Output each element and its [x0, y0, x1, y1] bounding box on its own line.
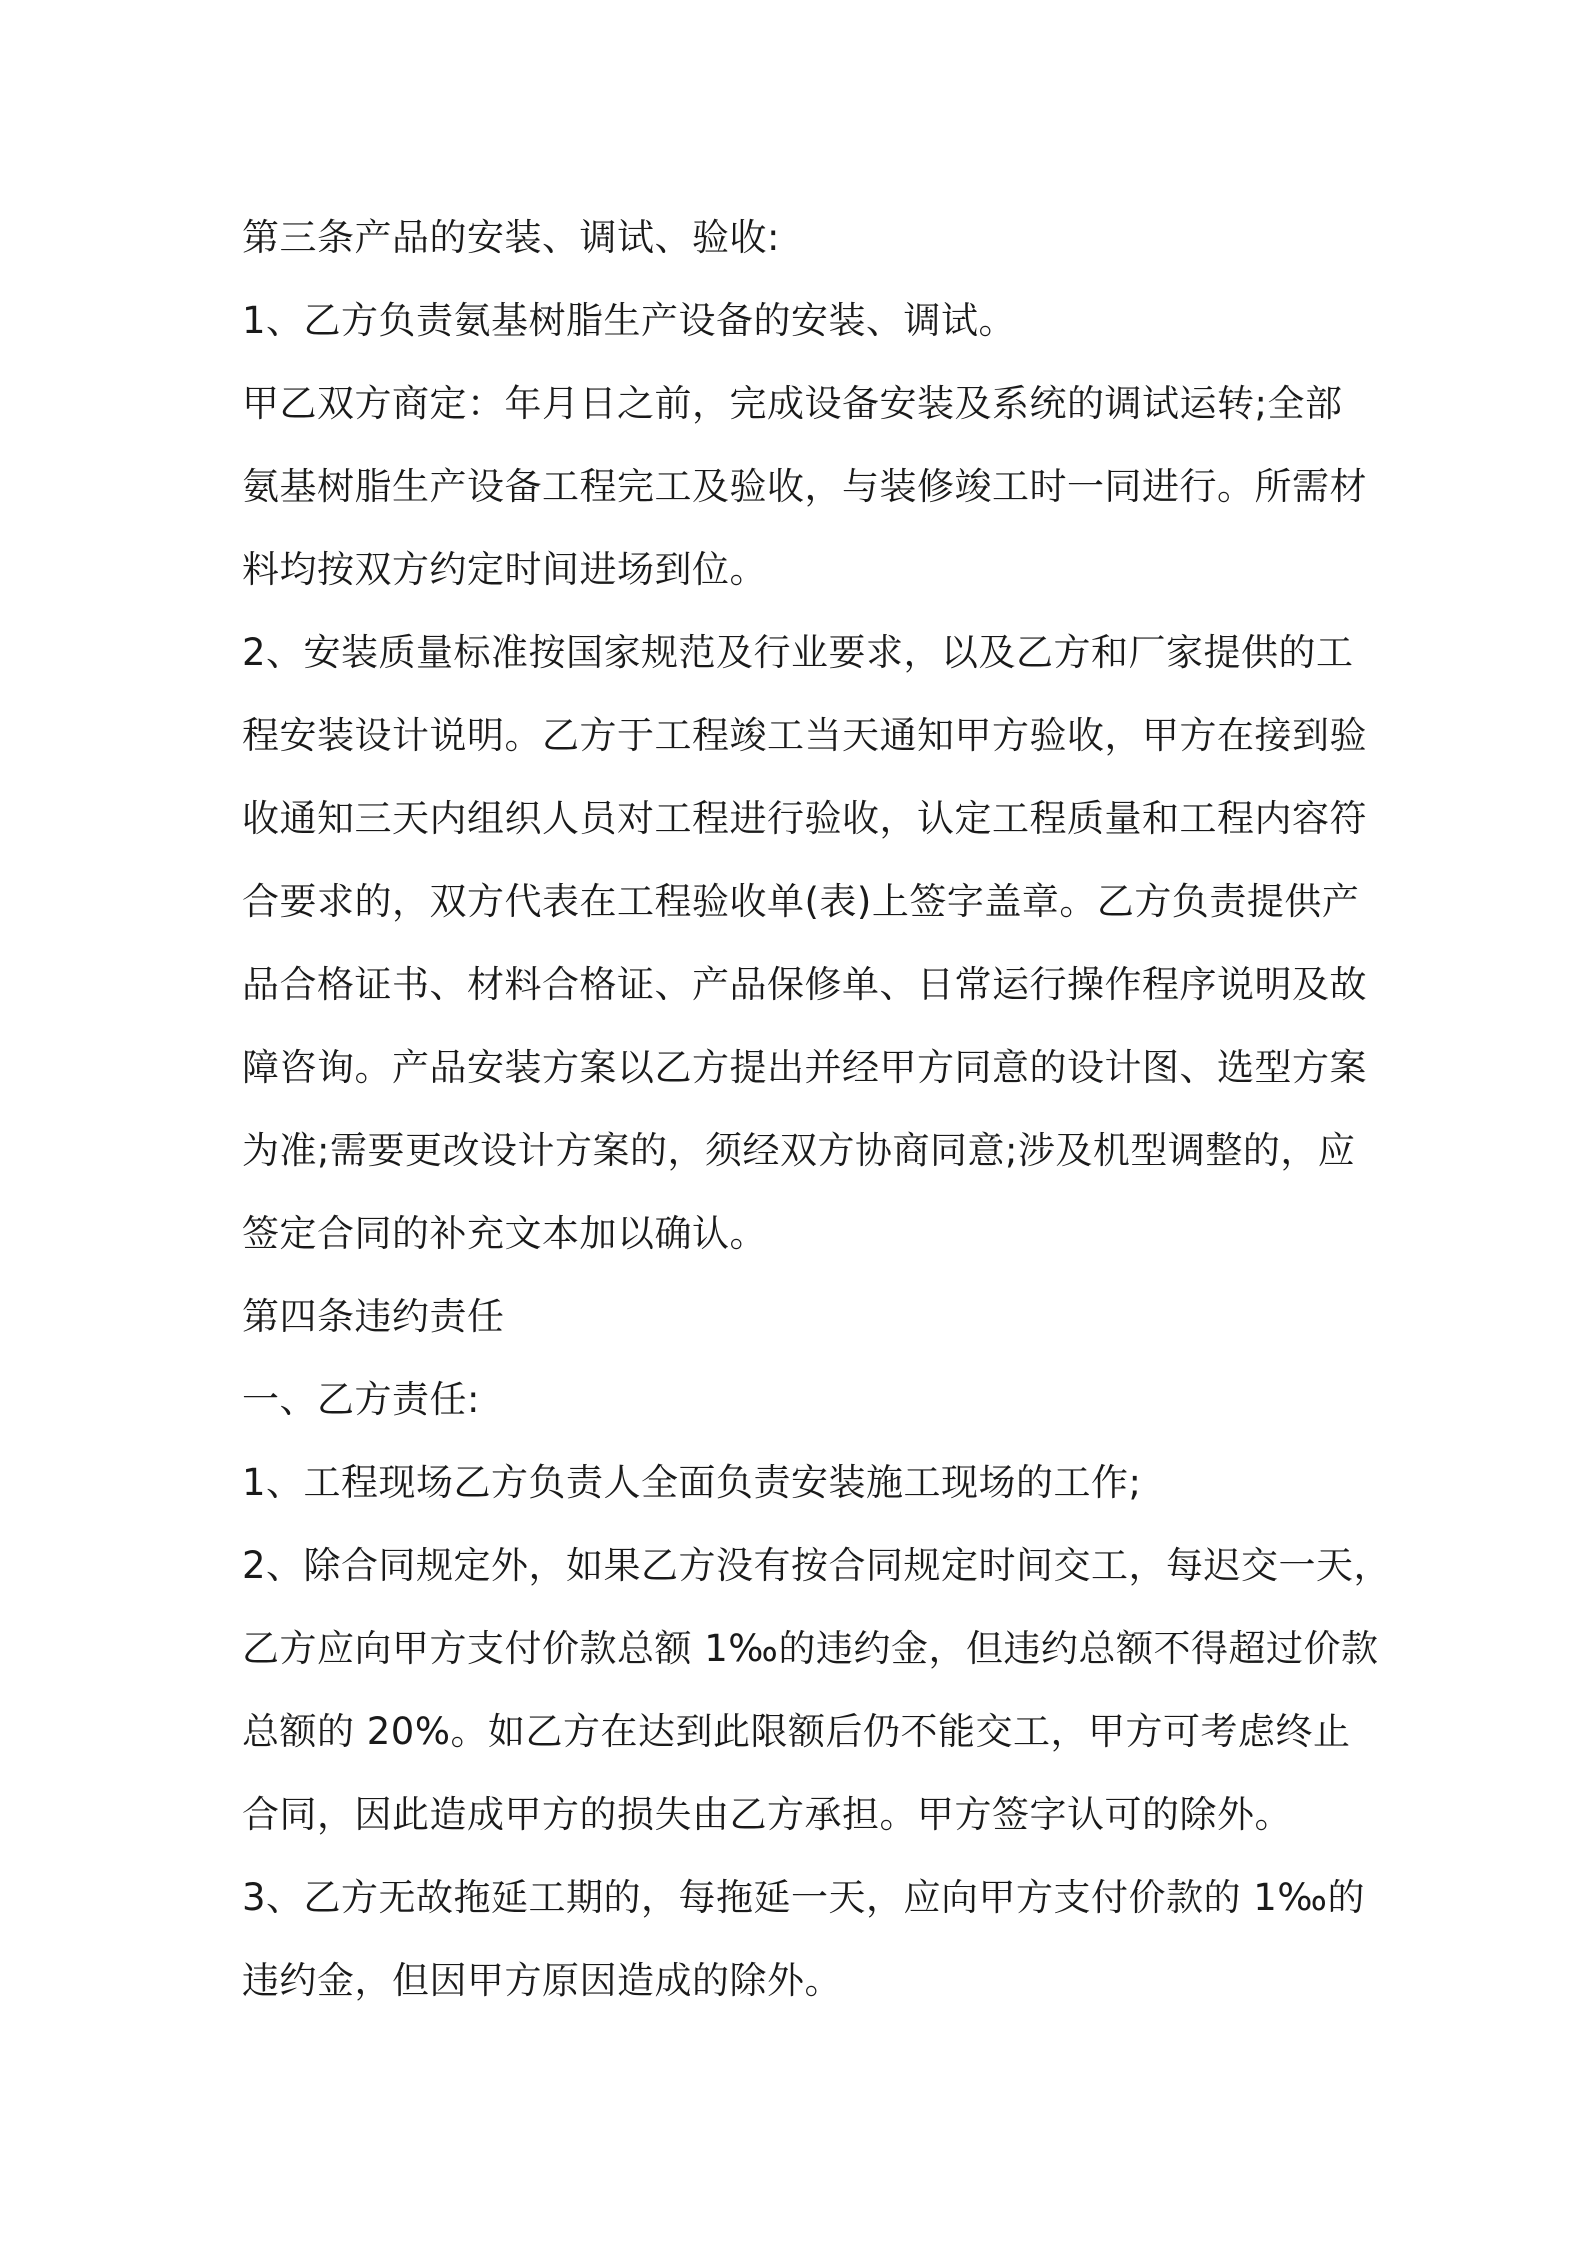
text-line: 1、乙方负责氨基树脂生产设备的安装、调试。	[242, 299, 1017, 342]
text-line: 合同，因此造成甲方的损失由乙方承担。甲方签字认可的除外。	[242, 1793, 1292, 1836]
heading-article-4: 第四条违约责任	[242, 1295, 505, 1338]
text-line: 程安装设计说明。乙方于工程竣工当天通知甲方验收，甲方在接到验	[242, 714, 1367, 757]
text-line: 总额的 20%。如乙方在达到此限额后仍不能交工，甲方可考虑终止	[242, 1710, 1351, 1753]
text-line: 料均按双方约定时间进场到位。	[242, 548, 767, 591]
heading-article-3: 第三条产品的安装、调试、验收:	[242, 216, 780, 259]
text-line: 为准;需要更改设计方案的，须经双方协商同意;涉及机型调整的，应	[242, 1129, 1356, 1172]
text-line: 签定合同的补充文本加以确认。	[242, 1212, 767, 1255]
text-line: 品合格证书、材料合格证、产品保修单、日常运行操作程序说明及故	[242, 963, 1367, 1006]
text-line: 2、除合同规定外，如果乙方没有按合同规定时间交工，每迟交一天，	[242, 1544, 1392, 1587]
text-line: 障咨询。产品安装方案以乙方提出并经甲方同意的设计图、选型方案	[242, 1046, 1367, 1089]
text-line: 氨基树脂生产设备工程完工及验收，与装修竣工时一同进行。所需材	[242, 465, 1367, 508]
text-line: 违约金，但因甲方原因造成的除外。	[242, 1959, 842, 2002]
subheading-party-b: 一、乙方责任:	[242, 1378, 480, 1421]
text-line: 乙方应向甲方支付价款总额 1‰的违约金，但违约总额不得超过价款	[242, 1627, 1379, 1670]
text-line: 3、乙方无故拖延工期的，每拖延一天，应向甲方支付价款的 1‰的	[242, 1876, 1365, 1919]
text-line: 合要求的，双方代表在工程验收单(表)上签字盖章。乙方负责提供产	[242, 880, 1360, 923]
text-line: 2、安装质量标准按国家规范及行业要求，以及乙方和厂家提供的工	[242, 631, 1354, 674]
text-line: 收通知三天内组织人员对工程进行验收，认定工程质量和工程内容符	[242, 797, 1367, 840]
document-body	[242, 196, 1392, 2022]
text-line: 甲乙双方商定：年月日之前，完成设备安装及系统的调试运转;全部	[242, 382, 1343, 425]
text-line: 1、工程现场乙方负责人全面负责安装施工现场的工作;	[242, 1461, 1142, 1504]
